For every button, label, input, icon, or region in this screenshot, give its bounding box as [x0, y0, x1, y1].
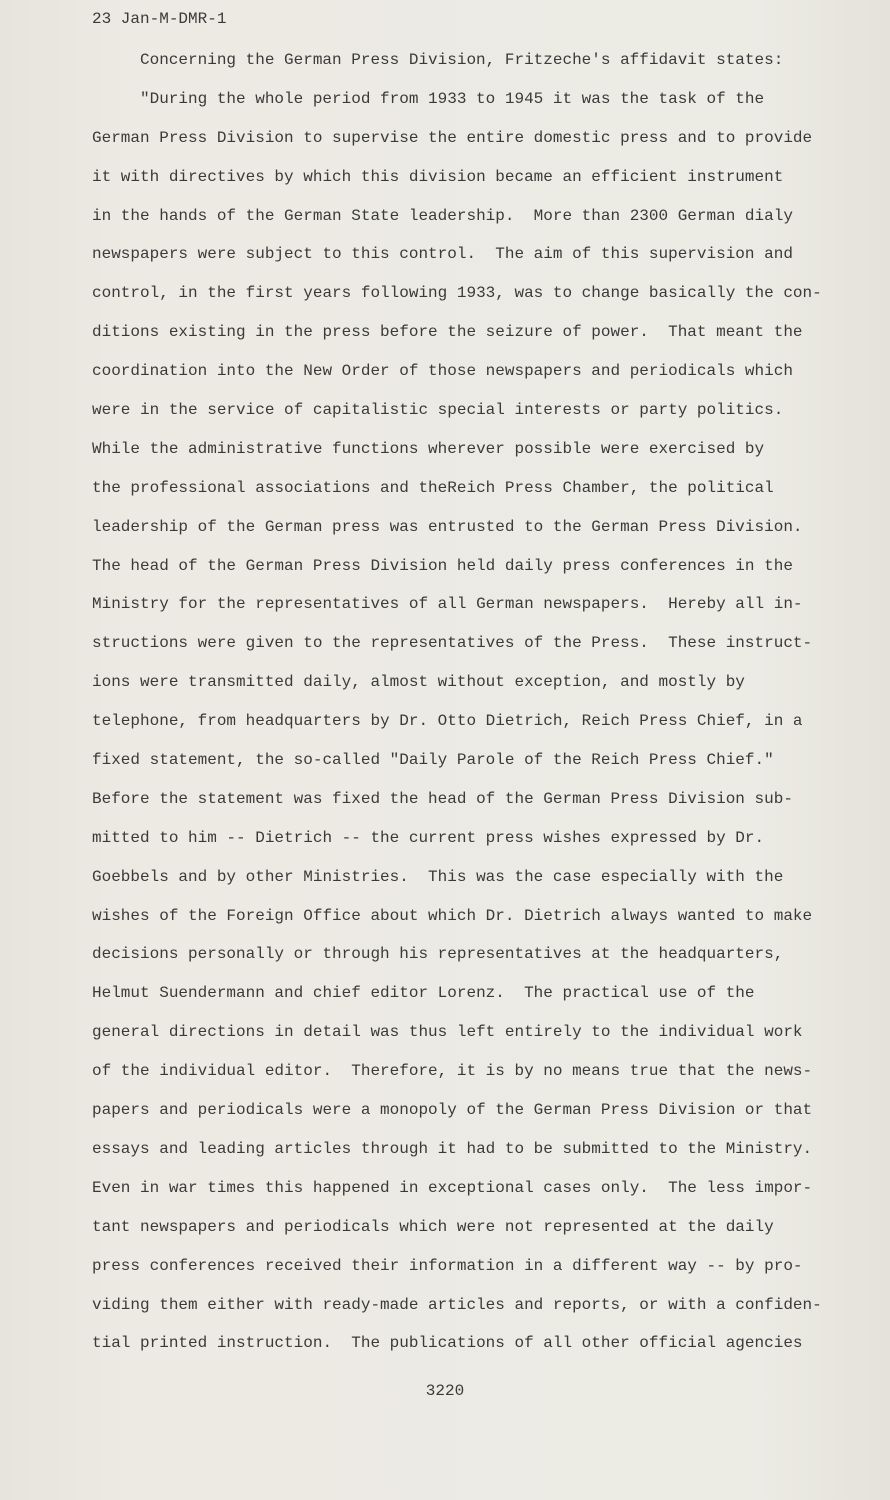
text-line: Ministry for the representatives of all German newspapers. Hereby all in- — [92, 595, 803, 614]
text-line: mitted to him -- Dietrich -- the current press wishes expressed by Dr. — [92, 828, 765, 847]
text-line: tial printed instruction. The publications of all other official agencies — [92, 1334, 803, 1353]
text-line: control, in the first years following 1933, was to change basically the con- — [92, 284, 822, 303]
text-line: were in the service of capitalistic special interests or party politics. — [92, 401, 784, 420]
text-line: While the administrative functions wherever possible were exercised by — [92, 439, 765, 458]
text-line: in the hands of the German State leadership. More than 2300 German dialy — [92, 206, 793, 225]
text-line: newspapers were subject to this control. The aim of this supervision and — [92, 245, 793, 264]
text-line: Goebbels and by other Ministries. This was the case especially with the — [92, 867, 784, 886]
text-line: ditions existing in the press before the seizure of power. That meant the — [92, 323, 803, 342]
text-line: coordination into the New Order of those newspapers and periodicals which — [92, 362, 793, 381]
text-line: decisions personally or through his representatives at the headquarters, — [92, 945, 784, 964]
document-body — [92, 41, 822, 1363]
text-line: Concerning the German Press Division, Fritzeche's affidavit states: — [140, 51, 784, 69]
text-line: leadership of the German press was entrusted to the German Press Division. — [92, 517, 803, 536]
text-line: The head of the German Press Division held daily press conferences in the — [92, 556, 793, 575]
text-line: the professional associations and theReich Press Chamber, the political — [92, 478, 774, 497]
text-line: essays and leading articles through it had to be submitted to the Ministry. — [92, 1139, 813, 1158]
text-line: wishes of the Foreign Office about which Dr. Dietrich always wanted to make — [92, 906, 813, 925]
text-line: of the individual editor. Therefore, it is by no means true that the news- — [92, 1062, 813, 1081]
text-line: press conferences received their information in a different way -- by pro- — [92, 1256, 803, 1275]
text-line: papers and periodicals were a monopoly of the German Press Division or that — [92, 1101, 813, 1120]
text-line: Even in war times this happened in exceptional cases only. The less impor- — [92, 1178, 813, 1197]
text-line: telephone, from headquarters by Dr. Otto Dietrich, Reich Press Chief, in a — [92, 712, 803, 731]
text-line: structions were given to the representatives of the Press. These instruct- — [92, 634, 813, 653]
document-header: 23 Jan-M-DMR-1 — [92, 10, 227, 28]
text-line: Before the statement was fixed the head of the German Press Division sub- — [92, 789, 793, 808]
text-line: "During the whole period from 1933 to 1945 it was the task of the — [140, 89, 765, 108]
text-line: fixed statement, the so-called "Daily Parole of the Reich Press Chief." — [92, 751, 774, 770]
page-number: 3220 — [425, 1382, 465, 1400]
text-line: German Press Division to supervise the entire domestic press and to provide — [92, 128, 813, 147]
text-line: general directions in detail was thus left entirely to the individual work — [92, 1023, 803, 1042]
text-line: ions were transmitted daily, almost without exception, and mostly by — [92, 673, 745, 692]
text-line: tant newspapers and periodicals which were not represented at the daily — [92, 1217, 774, 1236]
text-line: viding them either with ready-made articles and reports, or with a confiden- — [92, 1295, 822, 1314]
text-line: Helmut Suendermann and chief editor Lorenz. The practical use of the — [92, 984, 755, 1003]
text-line: it with directives by which this division became an efficient instrument — [92, 167, 784, 186]
